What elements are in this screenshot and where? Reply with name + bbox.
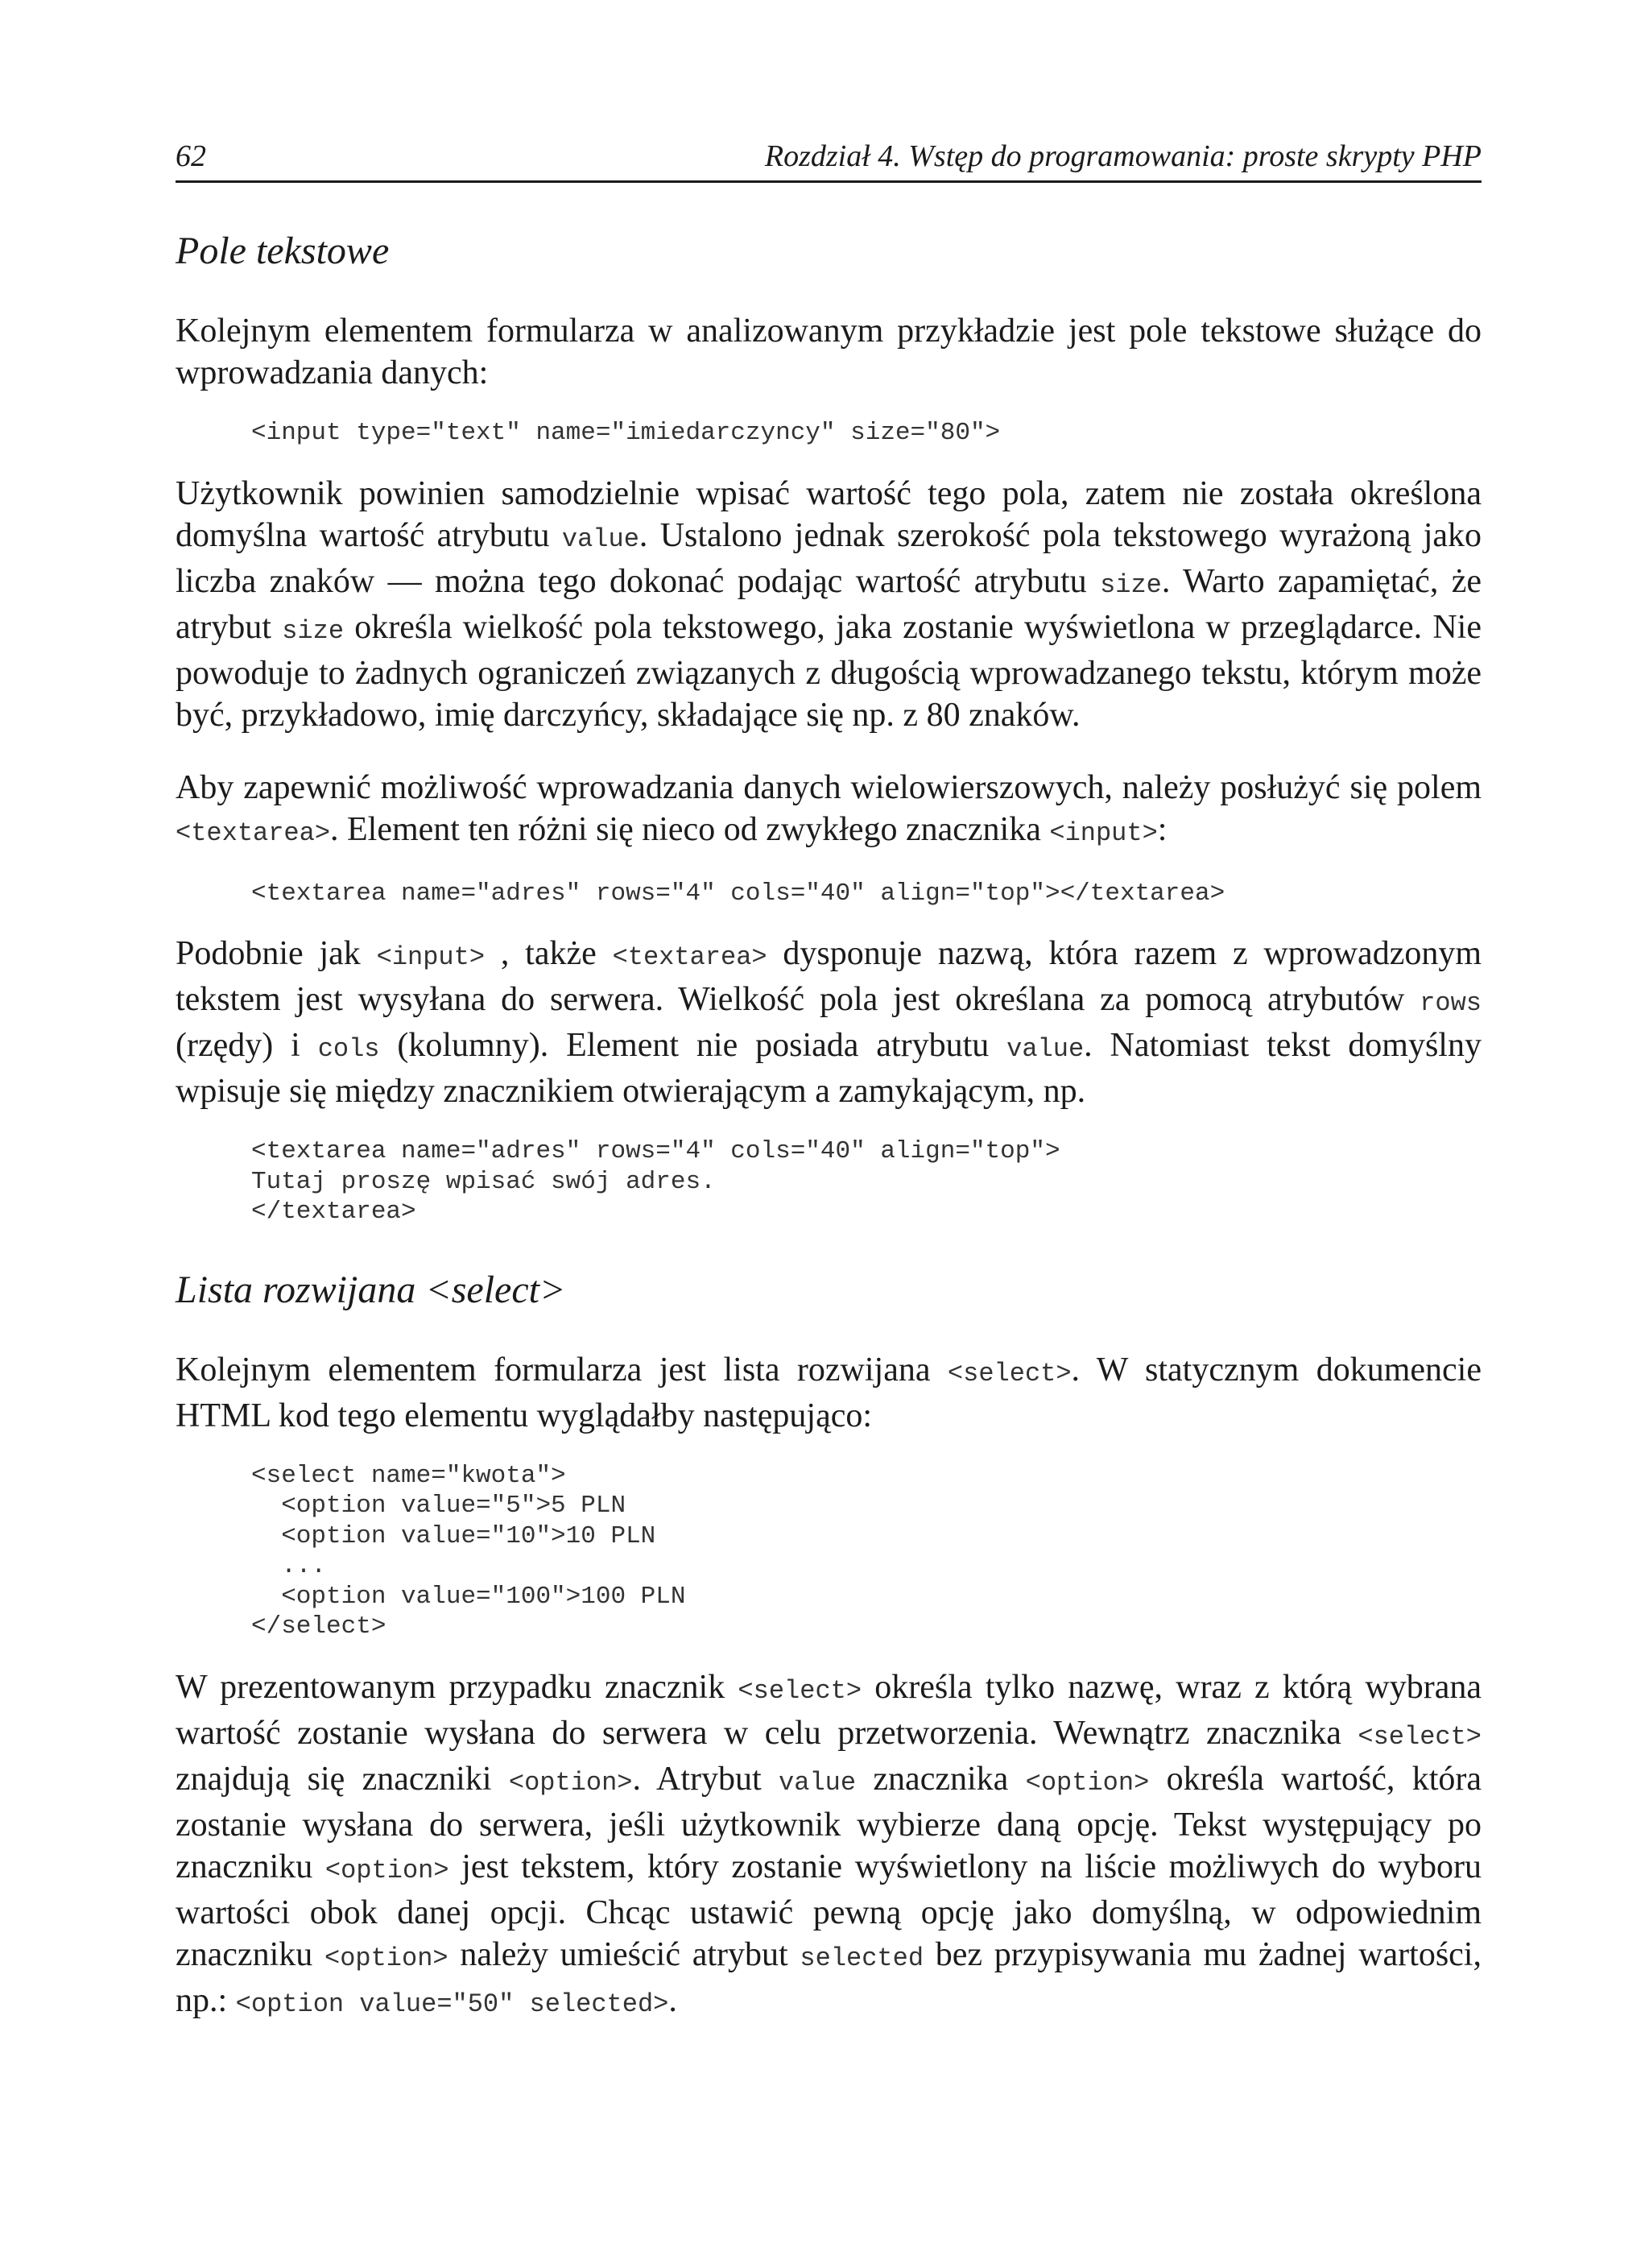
inline-code-size: size bbox=[282, 615, 345, 646]
inline-code-select: <select> bbox=[947, 1358, 1072, 1389]
inline-code-rows: rows bbox=[1420, 988, 1482, 1018]
inline-code-input: <input> bbox=[376, 942, 486, 972]
code-select-example: <select name="kwota"> <option value="5">5 PLN <option value="10">10 PLN ... <option value="100">100 PLN </select> bbox=[251, 1461, 686, 1641]
inline-code-select: <select> bbox=[1358, 1721, 1482, 1752]
page-number: 62 bbox=[176, 139, 206, 173]
inline-code-input: <input> bbox=[1049, 817, 1158, 848]
chapter-title: Rozdział 4. Wstęp do programowania: proste skrypty PHP bbox=[764, 139, 1482, 173]
inline-code-option-selected: <option value="50" selected> bbox=[235, 1989, 669, 2019]
inline-code-option: <option> bbox=[508, 1767, 633, 1798]
inline-code-option: <option> bbox=[324, 1943, 448, 1973]
inline-code-textarea: <textarea> bbox=[176, 817, 331, 848]
inline-code-textarea: <textarea> bbox=[612, 942, 767, 972]
paragraph-text-field-details: Użytkownik powinien samodzielnie wpisać wartość tego pola, zatem nie została określona domyślna wartość atrybutu value. Ustalono jednak szerokość pola tekstowego wyrażoną jako liczba znaków — można tego dokonać podając wartość atrybutu size. Warto zapamiętać, że atrybut size określa wielkość pola tekstowego, jaka zostanie wyświetlona w przeglądarce. Nie powoduje to żadnych ograniczeń związanych z długością wprowadzanego tekstu, którym może być, przykładowo, imię darczyńcy, składające się np. z 80 znaków. bbox=[176, 474, 1482, 734]
inline-code-value: value bbox=[1006, 1034, 1085, 1064]
inline-code-selected: selected bbox=[800, 1943, 924, 1973]
inline-code-size: size bbox=[1100, 569, 1162, 600]
inline-code-select: <select> bbox=[738, 1675, 862, 1706]
inline-code-value: value bbox=[561, 524, 639, 554]
inline-code-value: value bbox=[779, 1767, 857, 1798]
page-content bbox=[176, 219, 1482, 2026]
code-input-example: <input type="text" name="imiedarczyncy" size="80"> bbox=[251, 419, 1001, 447]
paragraph-intro-text-field: Kolejnym elementem formularza w analizowanym przykładzie jest pole tekstowe służące do wprowadzania danych: bbox=[176, 312, 1482, 391]
running-header bbox=[176, 140, 1482, 183]
paragraph-textarea-details: Podobnie jak <input> , także <textarea> dysponuje nazwą, która razem z wprowadzonym tekstem jest wysyłana do serwera. Wielkość pola jest określana za pomocą atrybutów rows (rzędy) i cols (kolumny). Element nie posiada atrybutu value. Natomiast tekst domyślny wpisuje się między znacznikiem otwierającym a zamykającym, np. bbox=[176, 935, 1482, 1110]
section-heading-text-field: Pole tekstowe bbox=[176, 230, 390, 272]
paragraph-textarea-intro: Aby zapewnić możliwość wprowadzania danych wielowierszowych, należy posłużyć się polem <textarea>. Element ten różni się nieco od zwykłego znacznika <input>: bbox=[176, 768, 1482, 848]
inline-code-option: <option> bbox=[324, 1855, 449, 1885]
inline-code-option: <option> bbox=[1025, 1767, 1150, 1798]
section-heading-select: Lista rozwijana <select> bbox=[176, 1268, 566, 1311]
paragraph-select-details: W prezentowanym przypadku znacznik <select> określa tylko nazwę, wraz z którą wybrana wartość zostanie wysłana do serwera w celu przetworzenia. Wewnątrz znacznika <select> znajdują się znaczniki <option>. Atrybut value znacznika <option> określa wartość, która zostanie wysłana do serwera, jeśli użytkownik wybierze daną opcję. Tekst występujący po znaczniku <option> jest tekstem, który zostanie wyświetlony na liście możliwych do wyboru wartości obok danej opcji. Chcąc ustawić pewną opcję jako domyślną, w odpowiednim znaczniku <option> należy umieścić atrybut selected bez przypisywania mu żadnej wartości, np.: <option value="50" selected>. bbox=[176, 1668, 1482, 2019]
code-textarea-default-example: <textarea name="adres" rows="4" cols="40" align="top"> Tutaj proszę wpisać swój adres. </textarea> bbox=[251, 1137, 1060, 1226]
paragraph-select-intro: Kolejnym elementem formularza jest lista rozwijana <select>. W statycznym dokumencie HTML kod tego elementu wyglądałby następująco: bbox=[176, 1351, 1482, 1434]
inline-code-cols: cols bbox=[317, 1034, 380, 1064]
code-textarea-example: <textarea name="adres" rows="4" cols="40" align="top"></textarea> bbox=[251, 879, 1225, 908]
